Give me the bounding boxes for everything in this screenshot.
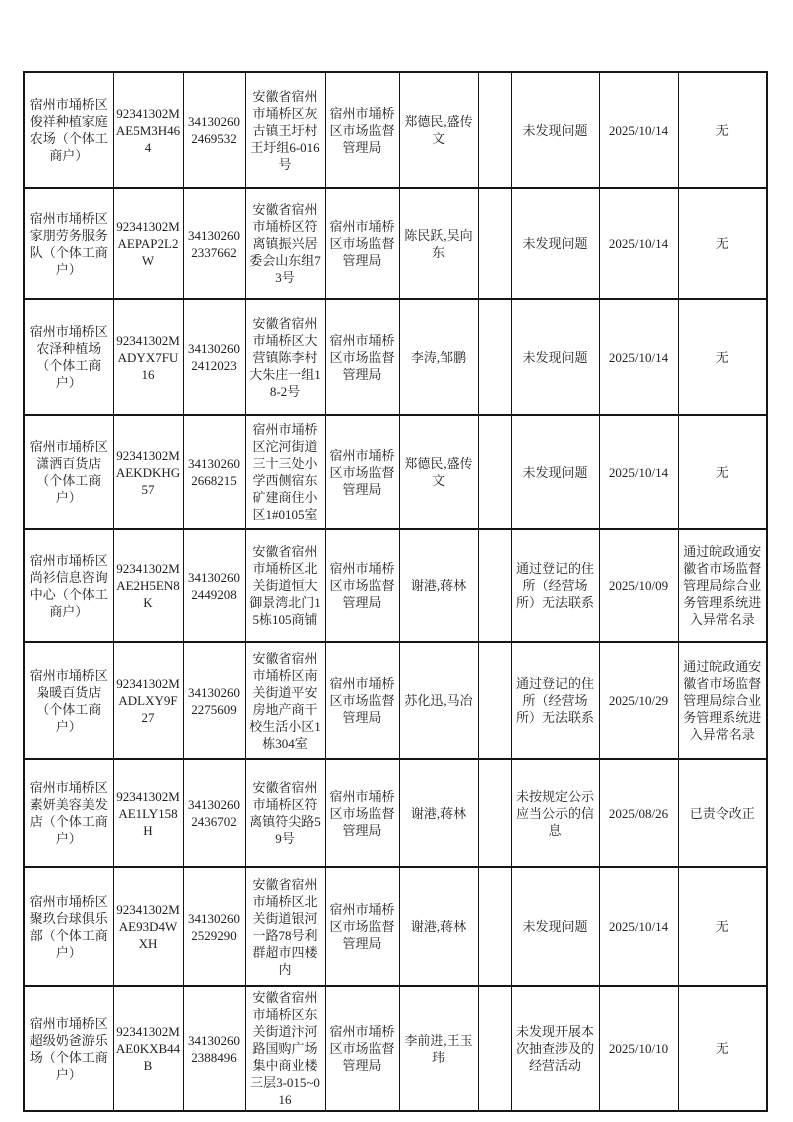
cell-address: 安徽省宿州市埇桥区南关街道平安房地产商干校生活小区1栋304室	[245, 642, 325, 759]
cell-authority: 宿州市埇桥区市场监督管理局	[325, 188, 399, 299]
cell-business-name: 宿州市埇桥区超级奶爸游乐场（个体工商户）	[24, 986, 113, 1111]
cell-result: 通过登记的住所（经营场所）无法联系	[511, 642, 599, 759]
cell-credit-code: 92341302MAE93D4WXH	[113, 867, 183, 986]
cell-date: 2025/10/14	[599, 415, 678, 529]
cell-inspectors: 郑德民,盛传文	[399, 72, 478, 188]
cell-date: 2025/08/26	[599, 759, 678, 867]
cell-business-name: 宿州市埇桥区农泽种植场（个体工商户）	[24, 299, 113, 415]
cell-remedy: 无	[678, 867, 767, 986]
cell-result: 未发现开展本次抽查涉及的经营活动	[511, 986, 599, 1111]
cell-blank	[478, 529, 511, 642]
cell-inspectors: 谢港,蒋林	[399, 867, 478, 986]
cell-credit-code: 92341302MAE2H5EN8K	[113, 529, 183, 642]
cell-date: 2025/10/14	[599, 72, 678, 188]
cell-remedy: 通过皖政通安徽省市场监督管理局综合业务管理系统进入异常名录	[678, 529, 767, 642]
cell-reg-number: 341302602412023	[183, 299, 245, 415]
cell-address: 安徽省宿州市埇桥区大营镇陈李村大朱庄一组18-2号	[245, 299, 325, 415]
cell-blank	[478, 72, 511, 188]
cell-result: 未发现问题	[511, 867, 599, 986]
cell-remedy: 通过皖政通安徽省市场监督管理局综合业务管理系统进入异常名录	[678, 642, 767, 759]
cell-credit-code: 92341302MAE5M3H464	[113, 72, 183, 188]
cell-reg-number: 341302602436702	[183, 759, 245, 867]
cell-reg-number: 341302602529290	[183, 867, 245, 986]
cell-inspectors: 李前进,王玉玮	[399, 986, 478, 1111]
table-row	[24, 299, 767, 415]
cell-blank	[478, 986, 511, 1111]
table-row	[24, 188, 767, 299]
inspection-results-table	[23, 71, 768, 1112]
table-row	[24, 529, 767, 642]
cell-credit-code: 92341302MAEPAP2L2W	[113, 188, 183, 299]
cell-date: 2025/10/14	[599, 188, 678, 299]
cell-result: 未发现问题	[511, 188, 599, 299]
cell-reg-number: 341302602337662	[183, 188, 245, 299]
table-row	[24, 642, 767, 759]
cell-authority: 宿州市埇桥区市场监督管理局	[325, 72, 399, 188]
cell-address: 宿州市埇桥区沱河街道三十三处小学西侧宿东矿建商住小区1#0105室	[245, 415, 325, 529]
cell-authority: 宿州市埇桥区市场监督管理局	[325, 642, 399, 759]
cell-blank	[478, 188, 511, 299]
cell-business-name: 宿州市埇桥区家朋劳务服务队（个体工商户）	[24, 188, 113, 299]
cell-credit-code: 92341302MAE0KXB44B	[113, 986, 183, 1111]
cell-reg-number: 341302602275609	[183, 642, 245, 759]
cell-address: 安徽省宿州市埇桥区北关街道恒大御景湾北门15栋105商铺	[245, 529, 325, 642]
cell-inspectors: 李涛,邹鹏	[399, 299, 478, 415]
cell-reg-number: 341302602469532	[183, 72, 245, 188]
cell-inspectors: 郑德民,盛传文	[399, 415, 478, 529]
cell-credit-code: 92341302MAE1LY158H	[113, 759, 183, 867]
cell-business-name: 宿州市埇桥区潇洒百货店（个体工商户）	[24, 415, 113, 529]
cell-authority: 宿州市埇桥区市场监督管理局	[325, 867, 399, 986]
cell-blank	[478, 299, 511, 415]
cell-reg-number: 341302602388496	[183, 986, 245, 1111]
cell-authority: 宿州市埇桥区市场监督管理局	[325, 529, 399, 642]
cell-authority: 宿州市埇桥区市场监督管理局	[325, 299, 399, 415]
cell-result: 通过登记的住所（经营场所）无法联系	[511, 529, 599, 642]
cell-authority: 宿州市埇桥区市场监督管理局	[325, 986, 399, 1111]
cell-remedy: 无	[678, 986, 767, 1111]
table-row	[24, 415, 767, 529]
cell-credit-code: 92341302MAEKDKHG57	[113, 415, 183, 529]
cell-address: 安徽省宿州市埇桥区北关街道银河一路78号利群超市四楼内	[245, 867, 325, 986]
cell-inspectors: 苏化迅,马冶	[399, 642, 478, 759]
cell-date: 2025/10/29	[599, 642, 678, 759]
table-row	[24, 759, 767, 867]
cell-result: 未发现问题	[511, 299, 599, 415]
cell-business-name: 宿州市埇桥区素妍美容美发店（个体工商户）	[24, 759, 113, 867]
cell-credit-code: 92341302MADYX7FU16	[113, 299, 183, 415]
cell-business-name: 宿州市埇桥区俊祥种植家庭农场（个体工商户）	[24, 72, 113, 188]
cell-remedy: 无	[678, 188, 767, 299]
cell-reg-number: 341302602449208	[183, 529, 245, 642]
cell-reg-number: 341302602668215	[183, 415, 245, 529]
cell-remedy: 无	[678, 72, 767, 188]
cell-business-name: 宿州市埇桥区聚玖台球俱乐部（个体工商户）	[24, 867, 113, 986]
cell-blank	[478, 415, 511, 529]
cell-result: 未按规定公示应当公示的信息	[511, 759, 599, 867]
cell-result: 未发现问题	[511, 72, 599, 188]
cell-date: 2025/10/14	[599, 299, 678, 415]
cell-authority: 宿州市埇桥区市场监督管理局	[325, 415, 399, 529]
cell-blank	[478, 642, 511, 759]
cell-date: 2025/10/09	[599, 529, 678, 642]
cell-authority: 宿州市埇桥区市场监督管理局	[325, 759, 399, 867]
cell-inspectors: 陈民跃,吴向东	[399, 188, 478, 299]
cell-blank	[478, 759, 511, 867]
cell-inspectors: 谢港,蒋林	[399, 759, 478, 867]
table-row	[24, 72, 767, 188]
cell-blank	[478, 867, 511, 986]
cell-credit-code: 92341302MADLXY9F27	[113, 642, 183, 759]
cell-remedy: 已责令改正	[678, 759, 767, 867]
cell-address: 安徽省宿州市埇桥区灰古镇王圩村王圩组6-016号	[245, 72, 325, 188]
table-row	[24, 986, 767, 1111]
cell-date: 2025/10/10	[599, 986, 678, 1111]
cell-address: 安徽省宿州市埇桥区符离镇符尖路59号	[245, 759, 325, 867]
table-row	[24, 867, 767, 986]
cell-date: 2025/10/14	[599, 867, 678, 986]
cell-address: 安徽省宿州市埇桥区东关街道汴河路国购广场集中商业楼三层3-015~016	[245, 986, 325, 1111]
cell-business-name: 宿州市埇桥区尚衫信息咨询中心（个体工商户）	[24, 529, 113, 642]
cell-result: 未发现问题	[511, 415, 599, 529]
cell-business-name: 宿州市埇桥区枭暖百货店（个体工商户）	[24, 642, 113, 759]
cell-address: 安徽省宿州市埇桥区符离镇振兴居委会山东组73号	[245, 188, 325, 299]
cell-remedy: 无	[678, 415, 767, 529]
cell-remedy: 无	[678, 299, 767, 415]
cell-inspectors: 谢港,蒋林	[399, 529, 478, 642]
